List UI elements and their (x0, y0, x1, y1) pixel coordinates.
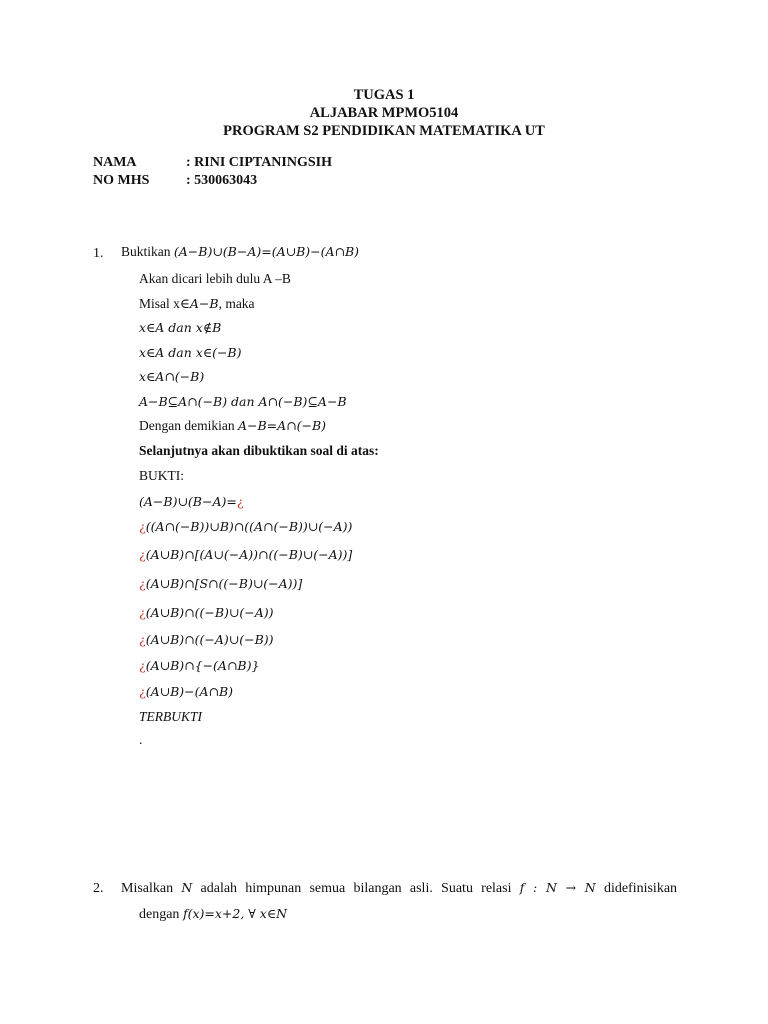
q1-step-8-text: (A∪B)−(A∩B) (145, 684, 234, 699)
q2-text-line-2 (139, 906, 287, 923)
q1-step-4-marker: ¿ (139, 576, 146, 591)
q2-text-line-1 (121, 880, 677, 897)
q2-text-4: dengan (139, 907, 180, 922)
q1-line-7 (139, 418, 326, 434)
header-course: ALJABAR MPMO5104 (309, 105, 459, 121)
q1-step-3 (139, 547, 352, 562)
q1-statement-line (121, 244, 359, 260)
q1-step-1-text: (A−B)∪(B−A)= (139, 494, 237, 509)
q1-proof-label: BUKTI: (139, 468, 184, 483)
q1-step-7-marker: ¿ (139, 658, 146, 673)
q1-step-6 (139, 632, 274, 647)
q1-line-2-pre: Misal x∈ (139, 296, 190, 311)
q1-step-5-text: (A∪B)∩((−B)∪(−A)) (145, 605, 274, 620)
q1-step-6-marker: ¿ (139, 632, 146, 647)
name-value: : RINI CIPTANINGSIH (186, 155, 332, 170)
q1-line-7-math: A−B=A∩(−B) (237, 418, 327, 433)
q1-step-3-text: (A∪B)∩[(A∪(−A))∩((−B)∪(−A))] (145, 547, 353, 562)
q1-line-1: Akan dicari lebih dulu A –B (139, 271, 291, 286)
q2-number: 2. (93, 881, 104, 896)
q2-text-2: adalah himpunan semua bilangan asli. Suatu relasi (200, 881, 512, 896)
q1-step-5 (139, 605, 274, 620)
q2-math-2: f : N → N (519, 880, 596, 895)
q1-step-1 (139, 494, 244, 509)
id-value: : 530063043 (186, 173, 258, 188)
header-program: PROGRAM S2 PENDIDIKAN MATEMATIKA UT (223, 123, 545, 139)
q1-step-2-marker: ¿ (139, 519, 146, 534)
q1-trailing-dot: . (139, 732, 143, 747)
id-label: NO MHS (93, 173, 150, 188)
q1-conclusion: TERBUKTI (139, 709, 203, 724)
q1-line-2 (139, 296, 255, 312)
q1-step-6-text: (A∪B)∩((−A)∪(−B)) (145, 632, 274, 647)
q1-step-4-text: (A∪B)∩[S∩((−B)∪(−A))] (145, 576, 303, 591)
q1-step-7 (139, 658, 259, 673)
q1-step-7-text: (A∪B)∩{−(A∩B)} (145, 658, 260, 673)
name-label: NAMA (93, 155, 137, 170)
q1-step-3-marker: ¿ (139, 547, 146, 562)
q1-number: 1. (93, 246, 104, 261)
student-name-row (93, 155, 332, 171)
document-header (0, 86, 768, 140)
q1-line-6: A−B⊆A∩(−B) dan A∩(−B)⊆A−B (139, 394, 347, 409)
q1-line-8: Selanjutnya akan dibuktikan soal di atas: (139, 443, 379, 458)
q2-math-1: N (181, 880, 193, 895)
q1-statement: (A−B)∪(B−A)=(A∪B)−(A∩B) (173, 244, 360, 259)
q1-step-2 (139, 519, 352, 534)
q1-prefix: Buktikan (121, 244, 171, 259)
q2-text-3: didefinisikan (603, 881, 678, 896)
q1-step-5-marker: ¿ (139, 605, 146, 620)
header-title: TUGAS 1 (353, 87, 415, 103)
q1-step-2-text: ((A∩(−B))∪B)∩((A∩(−B))∪(−A)) (145, 519, 353, 534)
q2-text-1: Misalkan (121, 881, 174, 896)
q1-step-4 (139, 576, 302, 591)
q1-line-4: x∈A dan x∈(−B) (139, 345, 242, 360)
q1-line-7-pre: Dengan demikian (139, 418, 235, 433)
q1-step-1-marker: ¿ (236, 494, 244, 509)
q1-line-2-post: , maka (218, 296, 255, 311)
q1-step-8-marker: ¿ (139, 684, 146, 699)
q1-line-3: x∈A dan x∉B (139, 320, 222, 335)
q2-math-3: f(x)=x+2, ∀ x∈N (182, 906, 288, 921)
q1-line-5: x∈A∩(−B) (139, 369, 205, 384)
q1-line-2-math: A−B (189, 296, 219, 311)
q1-step-8 (139, 684, 233, 699)
student-id-row (93, 173, 257, 189)
